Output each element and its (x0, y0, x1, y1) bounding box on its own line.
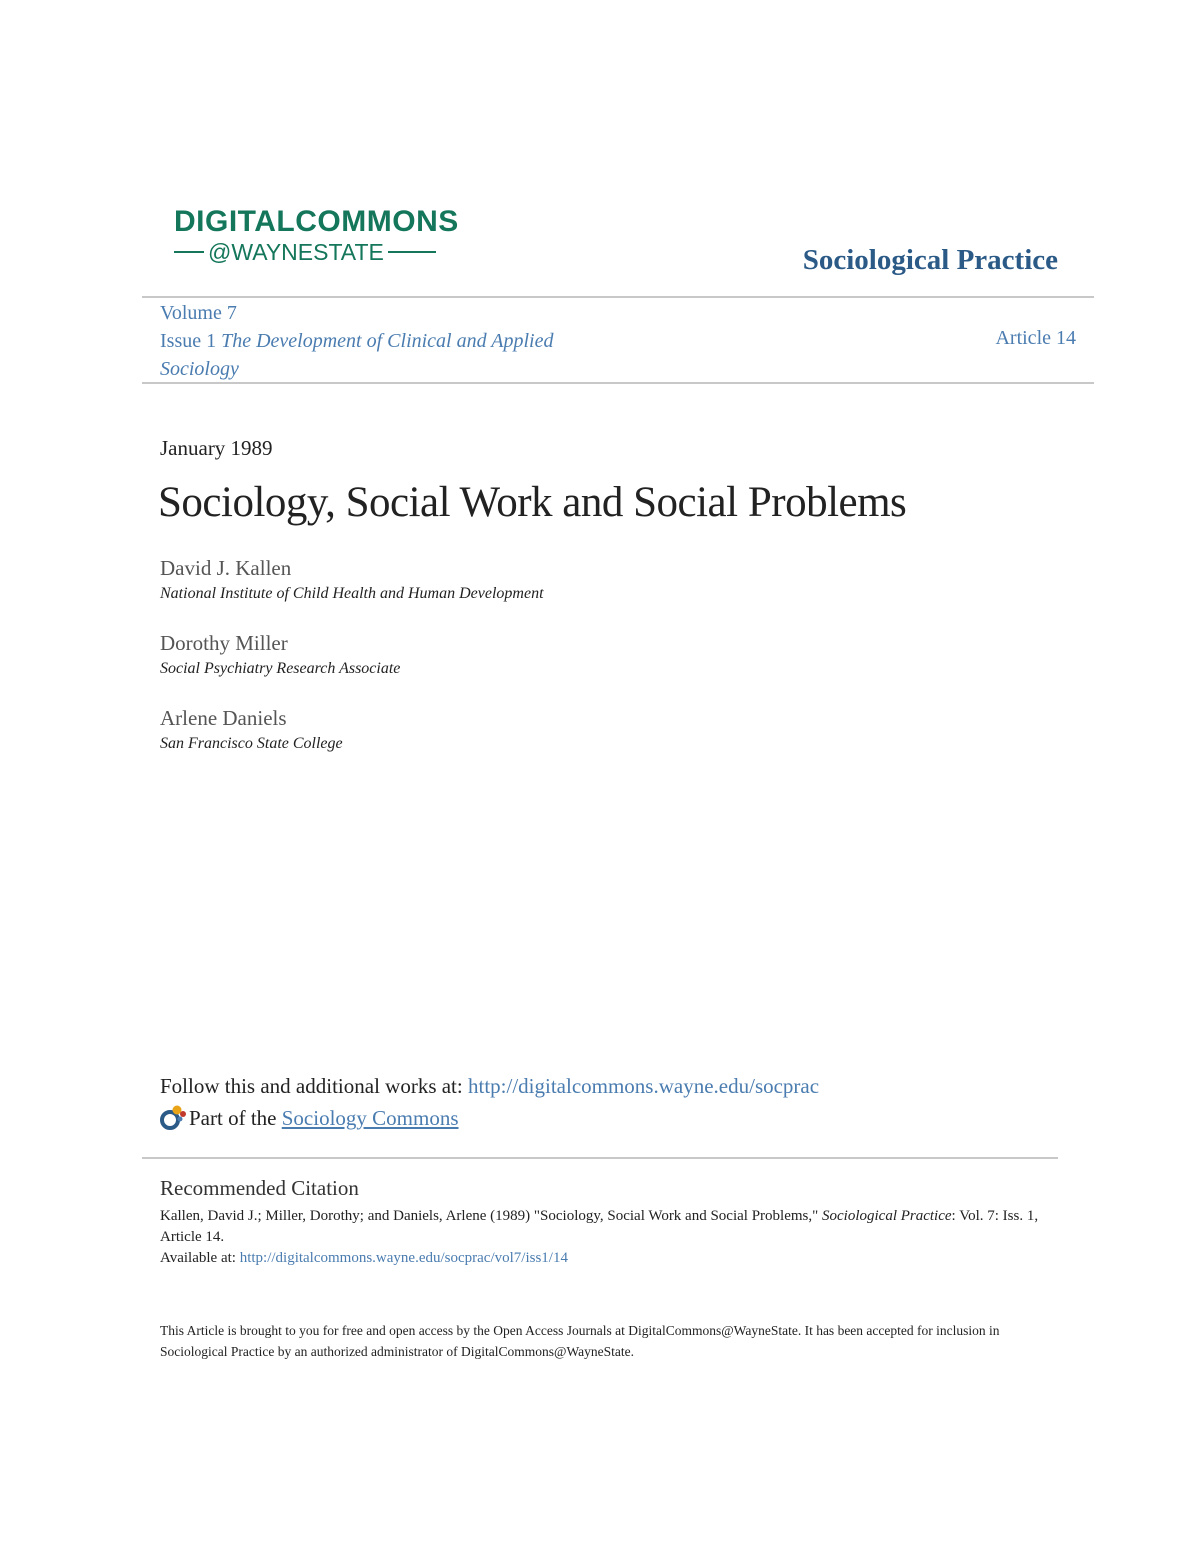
access-statement: This Article is brought to you for free and open access by the Open Access Journals at DigitalCommons@WayneState. It has been accepted for inclusion in Sociological Practice by an authorized administrator of DigitalCommons@WayneState. (160, 1323, 1000, 1359)
author-affiliation: Social Psychiatry Research Associate (160, 660, 401, 677)
citation-volume: : Vol. 7: Iss. 1, Article 14. (160, 1208, 1039, 1245)
follow-line (160, 1074, 819, 1099)
issue-number: Issue 1 (160, 330, 217, 352)
author-affiliation: National Institute of Child Health and Human Development (160, 585, 544, 602)
logo-line-2: @WAYNESTATE (208, 239, 384, 265)
publication-date: January 1989 (160, 436, 273, 460)
digital-commons-logo (174, 205, 459, 265)
issue-title: The Development of Clinical and Applied Sociology (160, 330, 554, 380)
article-title: Sociology, Social Work and Social Problems (158, 479, 907, 526)
follow-label: Follow this and additional works at: (160, 1074, 463, 1098)
volume-link[interactable]: Volume 7 (160, 302, 237, 324)
author-name: Arlene Daniels (160, 706, 287, 730)
logo-line-2-row (174, 239, 436, 265)
follow-url-link[interactable]: http://digitalcommons.wayne.edu/socprac (467, 1074, 820, 1098)
author-block (160, 555, 544, 605)
author-affiliation: San Francisco State College (160, 735, 343, 752)
logo-dash-left (174, 251, 204, 253)
divider-issue (142, 382, 1094, 384)
logo-line-1: DIGITALCOMMONS (174, 205, 459, 238)
citation-body (160, 1206, 1040, 1269)
part-of-line (158, 1103, 459, 1133)
citation-text: Kallen, David J.; Miller, Dorothy; and Daniels, Arlene (1989) "Sociology, Social Work and Social Problems," (160, 1208, 819, 1224)
divider-citation (142, 1157, 1058, 1159)
logo-dash-right (388, 251, 436, 253)
citation-heading: Recommended Citation (160, 1176, 359, 1200)
article-url-link[interactable]: http://digitalcommons.wayne.edu/socprac/vol7/iss1/14 (239, 1250, 568, 1266)
author-block (160, 705, 343, 755)
citation-journal: Sociological Practice (822, 1208, 952, 1224)
commons-network-icon (158, 1103, 186, 1133)
sociology-commons-link[interactable]: Sociology Commons (281, 1105, 459, 1130)
journal-name[interactable]: Sociological Practice (802, 244, 1058, 276)
article-number-link[interactable]: Article 14 (995, 327, 1076, 349)
issue-info (160, 299, 600, 383)
part-of-label: Part of the (189, 1105, 277, 1130)
author-name: David J. Kallen (160, 556, 292, 580)
divider-top (142, 296, 1094, 298)
issue-link[interactable] (160, 327, 600, 383)
author-name: Dorothy Miller (160, 631, 288, 655)
available-label: Available at: (160, 1250, 236, 1266)
author-block (160, 630, 400, 680)
